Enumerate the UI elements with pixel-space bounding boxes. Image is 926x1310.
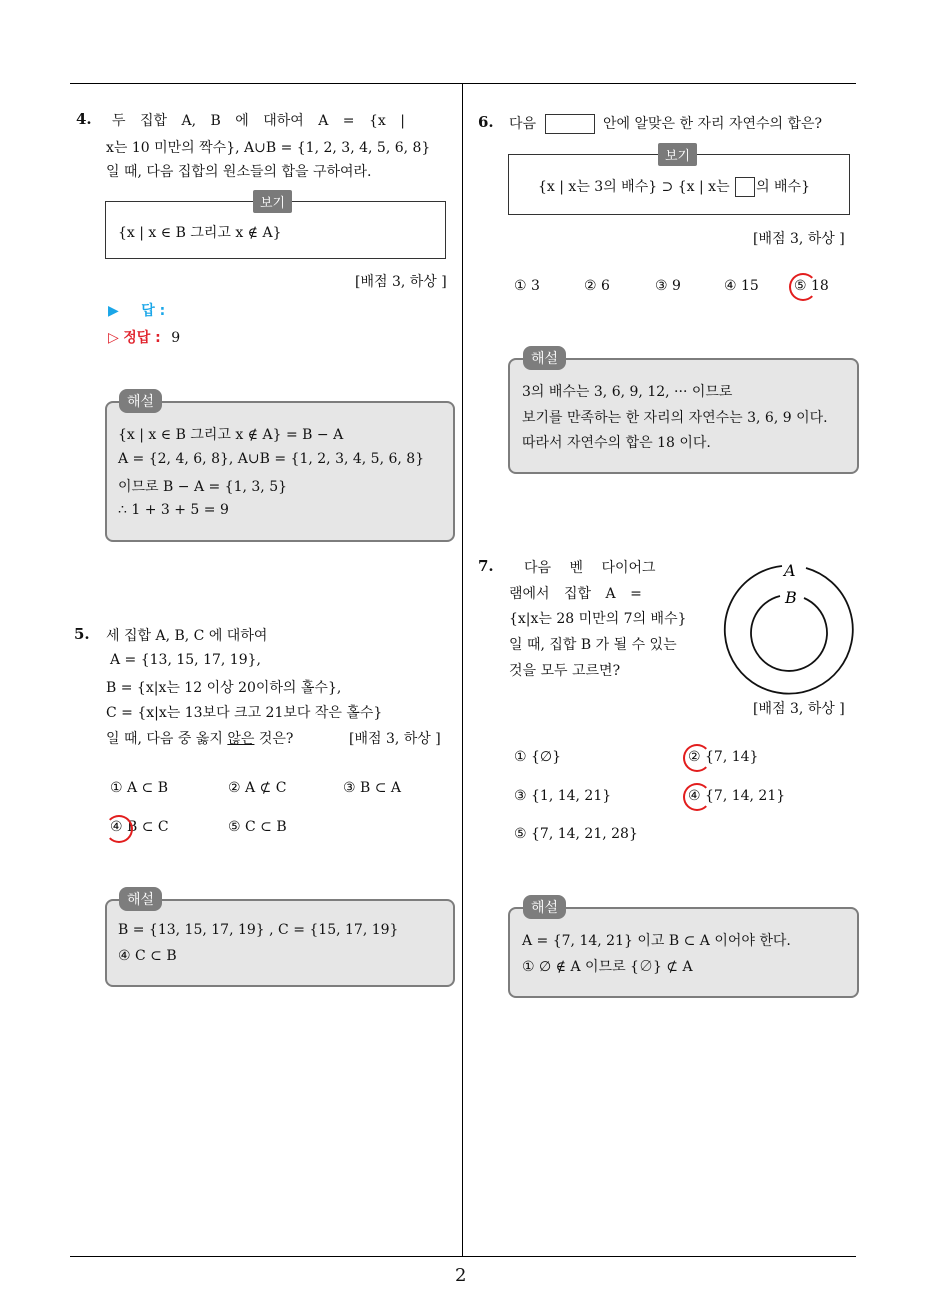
q5-selected-mark (105, 815, 133, 843)
q7-line-2: 램에서 집합 A = (509, 586, 642, 602)
venn-outer-circle (725, 566, 853, 694)
q7-line-4: 일 때, 집합 B 가 될 수 있는 (509, 637, 677, 653)
q6-question-pre: 다음 (509, 116, 537, 132)
q6-expl-line-3: 따라서 자연수의 합은 18 이다. (522, 435, 711, 451)
q7-expl-line-2: ① ∅ ∉ A 이므로 {∅} ⊄ A (522, 959, 693, 975)
q4-correct-value: 9 (171, 330, 181, 346)
q5-intro: 세 집합 A, B, C 에 대하여 (106, 628, 268, 644)
q6-choice-1[interactable]: ① 3 (514, 278, 540, 294)
q6-bogi-pre: {x | x는 3의 배수} ⊃ {x | x는 (538, 179, 730, 195)
q6-bogi-text (538, 176, 810, 197)
q5-set-c: C = {x|x는 13보다 크고 21보다 작은 홀수} (106, 705, 383, 721)
q7-expl-line-1: A = {7, 14, 21} 이고 B ⊂ A 이어야 한다. (522, 933, 791, 949)
q4-correct-row (108, 327, 180, 347)
bottom-rule (70, 1256, 856, 1257)
top-rule (70, 83, 856, 84)
q5-choice-2[interactable]: ② A ⊄ C (228, 780, 287, 796)
q4-line-2: x는 10 미만의 짝수}, A∪B = {1, 2, 3, 4, 5, 6, 8} (106, 140, 431, 156)
q5-question (106, 728, 293, 748)
q5-choice-4[interactable]: ④ B ⊂ C (110, 819, 169, 835)
q4-correct-label: 정답 : (123, 330, 161, 346)
q5-choice-5[interactable]: ⑤ C ⊂ B (228, 819, 287, 835)
q4-line-1: 두 집합 A, B 에 대하여 A = {x | (112, 113, 405, 129)
q5-choice-3[interactable]: ③ B ⊂ A (343, 780, 402, 796)
q7-line-1: 다음 벤 다이어그 (524, 560, 656, 576)
q4-answer-row (108, 300, 165, 320)
q5-choice-1[interactable]: ① A ⊂ B (110, 780, 169, 796)
q7-explanation-tag: 해설 (523, 895, 566, 919)
q6-selected-mark (789, 273, 817, 301)
q7-selected-mark-4 (683, 783, 711, 811)
q5-set-b: B = {x|x는 12 이상 20이하의 홀수}, (106, 680, 342, 696)
q6-number: 6. (478, 113, 494, 131)
q6-explanation-tag: 해설 (523, 346, 566, 370)
q5-question-pre: 일 때, 다음 중 옳지 (106, 731, 228, 747)
q5-explanation-box (105, 899, 455, 987)
outline-arrow-icon: ▷ (108, 330, 119, 346)
q5-question-underlined: 않은 (227, 731, 255, 747)
q7-selected-mark-2 (683, 744, 711, 772)
q7-line-3: {x|x는 28 미만의 7의 배수} (509, 611, 687, 627)
q4-expl-line-3: 이므로 B − A = {1, 3, 5} (118, 479, 288, 495)
q6-choice-3[interactable]: ③ 9 (655, 278, 681, 294)
q7-choice-4[interactable]: ④ {7, 14, 21} (688, 788, 786, 804)
q6-blank-box (545, 114, 595, 134)
q7-venn-diagram (720, 560, 860, 700)
q5-expl-line-2: ④ C ⊂ B (118, 948, 177, 964)
q7-choice-2[interactable]: ② {7, 14} (688, 749, 759, 765)
q6-bogi-blank (735, 177, 755, 197)
q6-score: [배점 3, 하상 ] (753, 231, 845, 247)
q4-answer-label: 답 : (141, 303, 166, 319)
q6-choice-2[interactable]: ② 6 (584, 278, 610, 294)
q6-bogi-tag: 보기 (658, 143, 697, 166)
q5-score: [배점 3, 하상 ] (349, 731, 441, 747)
q4-expl-line-1: {x | x ∈ B 그리고 x ∉ A} = B − A (118, 427, 344, 443)
q4-line-3: 일 때, 다음 집합의 원소들의 합을 구하여라. (106, 164, 372, 180)
q7-line-5: 것을 모두 고르면? (509, 663, 621, 679)
q4-expl-line-4: ∴ 1 + 3 + 5 = 9 (118, 502, 229, 518)
q4-bogi-tag: 보기 (253, 190, 292, 213)
q6-choice-4[interactable]: ④ 15 (724, 278, 759, 294)
q7-number: 7. (478, 557, 494, 575)
q4-explanation-box (105, 401, 455, 542)
q6-expl-line-2: 보기를 만족하는 한 자리의 자연수는 3, 6, 9 이다. (522, 410, 828, 426)
q4-bogi-text: {x | x ∈ B 그리고 x ∉ A} (118, 225, 282, 241)
play-arrow-icon: ▶ (108, 303, 119, 319)
q6-choice-5[interactable]: ⑤ 18 (794, 278, 829, 294)
page-number: 2 (455, 1265, 467, 1286)
q5-expl-line-1: B = {13, 15, 17, 19} , C = {15, 17, 19} (118, 922, 399, 938)
q7-score: [배점 3, 하상 ] (753, 701, 845, 717)
center-divider (462, 84, 463, 1256)
q7-choice-1[interactable]: ① {∅} (514, 749, 562, 765)
q7-explanation-box (508, 907, 859, 998)
q7-choice-3[interactable]: ③ {1, 14, 21} (514, 788, 612, 804)
q6-expl-line-1: 3의 배수는 3, 6, 9, 12, ··· 이므로 (522, 384, 733, 400)
venn-inner-circle (751, 596, 827, 671)
q5-number: 5. (74, 625, 90, 643)
q7-choice-5[interactable]: ⑤ {7, 14, 21, 28} (514, 826, 638, 842)
q5-question-post: 것은? (254, 731, 294, 747)
venn-label-b: B (785, 588, 797, 607)
q5-explanation-tag: 해설 (119, 887, 162, 911)
q6-question (509, 113, 822, 134)
q4-number: 4. (76, 110, 92, 128)
q4-explanation-tag: 해설 (119, 389, 162, 413)
q6-question-post: 안에 알맞은 한 자리 자연수의 합은? (602, 116, 823, 132)
q4-expl-line-2: A = {2, 4, 6, 8}, A∪B = {1, 2, 3, 4, 5, 6, 8} (118, 451, 425, 467)
q4-score: [배점 3, 하상 ] (355, 274, 447, 290)
q6-bogi-post: 의 배수} (756, 179, 810, 195)
venn-label-a: A (784, 561, 796, 580)
q5-set-a: A = {13, 15, 17, 19}, (110, 652, 261, 668)
